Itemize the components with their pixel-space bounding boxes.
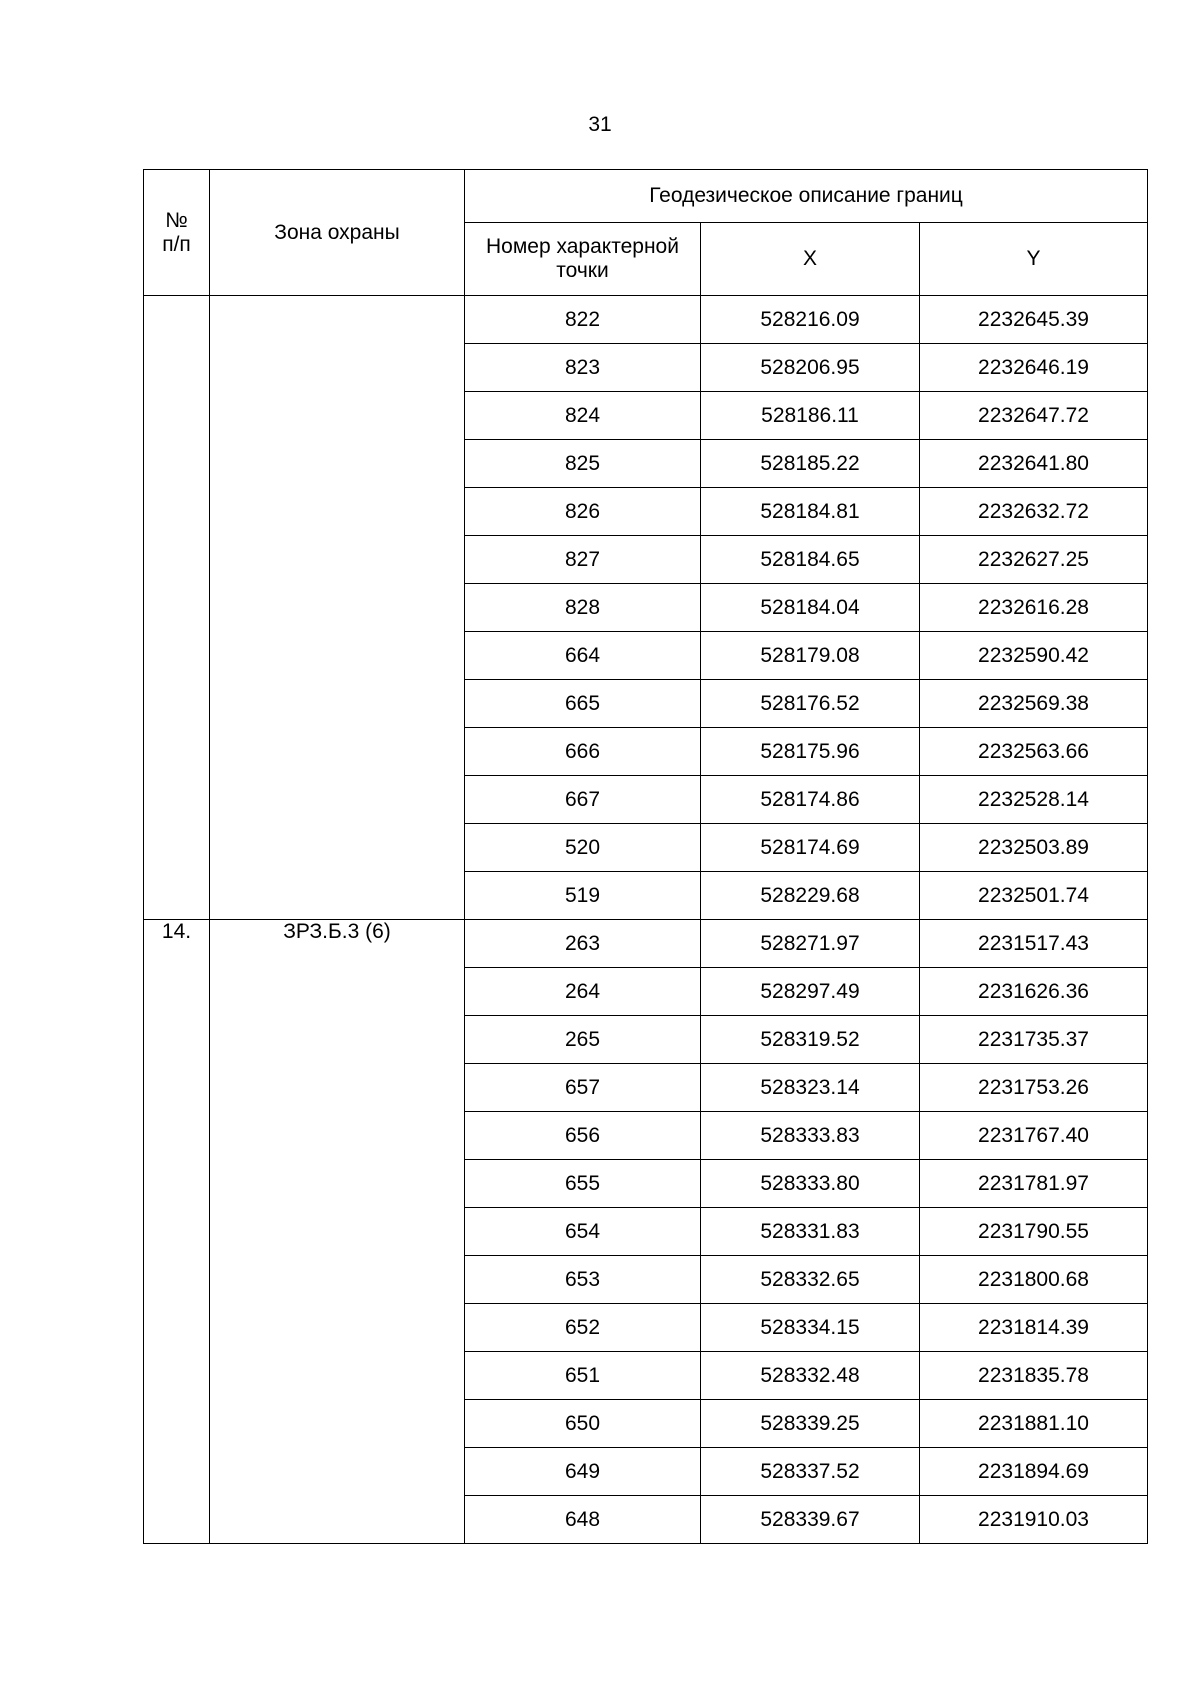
x-coordinate-cell: 528184.81 <box>701 488 920 536</box>
x-coordinate-cell: 528175.96 <box>701 728 920 776</box>
point-number-cell: 822 <box>465 296 701 344</box>
y-coordinate-cell: 2231753.26 <box>920 1064 1148 1112</box>
point-number-cell: 667 <box>465 776 701 824</box>
y-coordinate-cell: 2231781.97 <box>920 1160 1148 1208</box>
y-coordinate-cell: 2232616.28 <box>920 584 1148 632</box>
x-coordinate-cell: 528174.86 <box>701 776 920 824</box>
page-number: 31 <box>588 113 612 136</box>
point-number-cell: 265 <box>465 1016 701 1064</box>
x-coordinate-cell: 528185.22 <box>701 440 920 488</box>
x-coordinate-cell: 528186.11 <box>701 392 920 440</box>
table-row <box>144 920 1148 968</box>
point-number-cell: 825 <box>465 440 701 488</box>
point-number-cell: 824 <box>465 392 701 440</box>
header-point-number-line2: точки <box>556 259 609 282</box>
group-number-cell <box>144 296 210 920</box>
point-number-cell: 665 <box>465 680 701 728</box>
x-coordinate-cell: 528337.52 <box>701 1448 920 1496</box>
y-coordinate-cell: 2231767.40 <box>920 1112 1148 1160</box>
y-coordinate-cell: 2231910.03 <box>920 1496 1148 1544</box>
point-number-cell: 655 <box>465 1160 701 1208</box>
x-coordinate-cell: 528334.15 <box>701 1304 920 1352</box>
header-row-number <box>144 170 210 296</box>
x-coordinate-cell: 528319.52 <box>701 1016 920 1064</box>
y-coordinate-cell: 2231790.55 <box>920 1208 1148 1256</box>
point-number-cell: 826 <box>465 488 701 536</box>
y-coordinate-cell: 2232645.39 <box>920 296 1148 344</box>
point-number-cell: 648 <box>465 1496 701 1544</box>
point-number-cell: 664 <box>465 632 701 680</box>
point-number-cell: 666 <box>465 728 701 776</box>
header-row-number-line2: п/п <box>162 232 191 256</box>
y-coordinate-cell: 2232503.89 <box>920 824 1148 872</box>
x-coordinate-cell: 528229.68 <box>701 872 920 920</box>
header-protection-zone: Зона охраны <box>210 170 465 296</box>
x-coordinate-cell: 528179.08 <box>701 632 920 680</box>
table-header <box>144 170 1148 296</box>
x-coordinate-cell: 528184.65 <box>701 536 920 584</box>
table-row <box>144 296 1148 344</box>
y-coordinate-cell: 2232569.38 <box>920 680 1148 728</box>
group-zone-cell <box>210 296 465 920</box>
x-coordinate-cell: 528216.09 <box>701 296 920 344</box>
y-coordinate-cell: 2231800.68 <box>920 1256 1148 1304</box>
point-number-cell: 651 <box>465 1352 701 1400</box>
x-coordinate-cell: 528174.69 <box>701 824 920 872</box>
y-coordinate-cell: 2232647.72 <box>920 392 1148 440</box>
header-point-number <box>465 223 701 296</box>
y-coordinate-cell: 2231517.43 <box>920 920 1148 968</box>
y-coordinate-cell: 2232501.74 <box>920 872 1148 920</box>
point-number-cell: 650 <box>465 1400 701 1448</box>
point-number-cell: 519 <box>465 872 701 920</box>
x-coordinate-cell: 528176.52 <box>701 680 920 728</box>
header-x: X <box>701 223 920 296</box>
y-coordinate-cell: 2232528.14 <box>920 776 1148 824</box>
x-coordinate-cell: 528271.97 <box>701 920 920 968</box>
x-coordinate-cell: 528339.67 <box>701 1496 920 1544</box>
point-number-cell: 263 <box>465 920 701 968</box>
y-coordinate-cell: 2231894.69 <box>920 1448 1148 1496</box>
table-body <box>144 296 1148 1544</box>
x-coordinate-cell: 528332.65 <box>701 1256 920 1304</box>
header-geodesic-description: Геодезическое описание границ <box>465 170 1148 223</box>
y-coordinate-cell: 2231626.36 <box>920 968 1148 1016</box>
y-coordinate-cell: 2232646.19 <box>920 344 1148 392</box>
y-coordinate-cell: 2232632.72 <box>920 488 1148 536</box>
y-coordinate-cell: 2231881.10 <box>920 1400 1148 1448</box>
point-number-cell: 823 <box>465 344 701 392</box>
boundary-coordinates-table <box>143 169 1148 1544</box>
x-coordinate-cell: 528206.95 <box>701 344 920 392</box>
header-row-number-line1: № <box>165 208 188 232</box>
point-number-cell: 828 <box>465 584 701 632</box>
y-coordinate-cell: 2231814.39 <box>920 1304 1148 1352</box>
point-number-cell: 652 <box>465 1304 701 1352</box>
y-coordinate-cell: 2232641.80 <box>920 440 1148 488</box>
group-zone-cell: ЗРЗ.Б.3 (6) <box>210 920 465 1544</box>
x-coordinate-cell: 528333.83 <box>701 1112 920 1160</box>
x-coordinate-cell: 528331.83 <box>701 1208 920 1256</box>
x-coordinate-cell: 528332.48 <box>701 1352 920 1400</box>
header-y: Y <box>920 223 1148 296</box>
point-number-cell: 520 <box>465 824 701 872</box>
y-coordinate-cell: 2232590.42 <box>920 632 1148 680</box>
point-number-cell: 827 <box>465 536 701 584</box>
y-coordinate-cell: 2231735.37 <box>920 1016 1148 1064</box>
point-number-cell: 653 <box>465 1256 701 1304</box>
x-coordinate-cell: 528297.49 <box>701 968 920 1016</box>
point-number-cell: 264 <box>465 968 701 1016</box>
header-point-number-line1: Номер характерной <box>486 235 679 258</box>
x-coordinate-cell: 528339.25 <box>701 1400 920 1448</box>
point-number-cell: 649 <box>465 1448 701 1496</box>
y-coordinate-cell: 2232627.25 <box>920 536 1148 584</box>
y-coordinate-cell: 2232563.66 <box>920 728 1148 776</box>
x-coordinate-cell: 528323.14 <box>701 1064 920 1112</box>
group-number-cell: 14. <box>144 920 210 1544</box>
header-row-top <box>144 170 1148 223</box>
point-number-cell: 654 <box>465 1208 701 1256</box>
point-number-cell: 657 <box>465 1064 701 1112</box>
x-coordinate-cell: 528184.04 <box>701 584 920 632</box>
point-number-cell: 656 <box>465 1112 701 1160</box>
y-coordinate-cell: 2231835.78 <box>920 1352 1148 1400</box>
x-coordinate-cell: 528333.80 <box>701 1160 920 1208</box>
